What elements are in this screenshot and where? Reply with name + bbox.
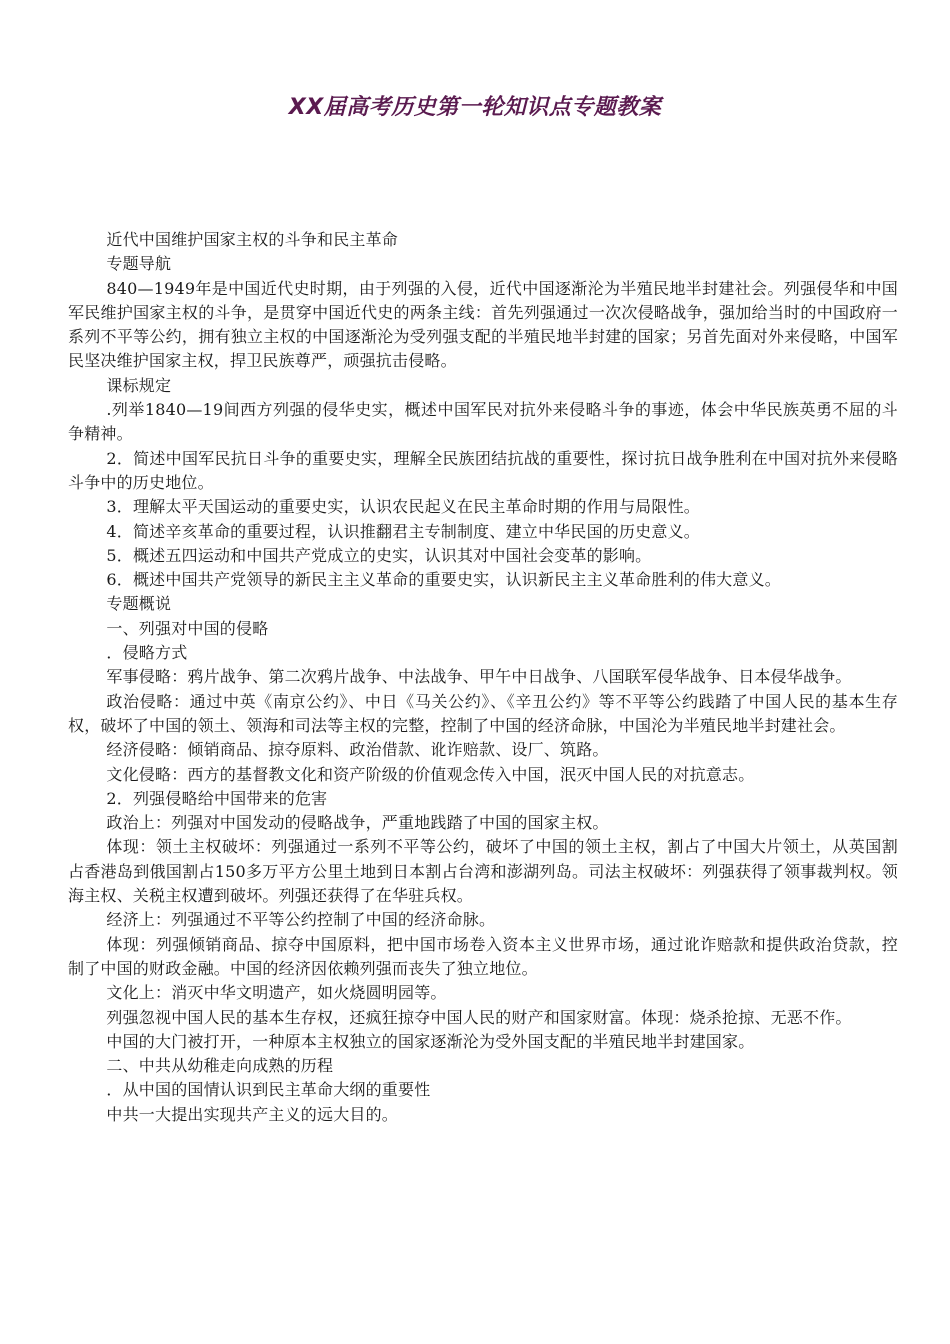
subsection-heading: 2．列强侵略给中国带来的危害	[106, 788, 328, 808]
paragraph: 政治侵略：通过中英《南京公约》、中日《马关公约》、《辛丑公约》等不平等公约践踏了中国人民的基本生存权，破坏了中国的领土、领海和司法等主权的完整，控制了中国的经济命脉，中国沦为半殖民地半封建社会。	[68, 691, 898, 735]
list-item: 2．简述中国军民抗日斗争的重要史实，理解全民族团结抗战的重要性，探讨抗日战争胜利在中国对抗外来侵略斗争中的历史地位。	[68, 448, 898, 492]
paragraph: 经济侵略：倾销商品、掠夺原料、政治借款、讹诈赔款、设厂、筑路。	[106, 740, 609, 760]
paragraph: 列强忽视中国人民的基本生存权，还疯狂掠夺中国人民的财产和国家财富。体现：烧杀抢掠、无恶不作。	[106, 1007, 852, 1027]
list-item: 4．简述辛亥革命的重要过程，认识推翻君主专制制度、建立中华民国的历史意义。	[106, 521, 700, 541]
paragraph: 中国的大门被打开，一种原本主权独立的国家逐渐沦为受外国支配的半殖民地半封建国家。	[106, 1031, 755, 1051]
list-item: 6．概述中国共产党领导的新民主主义革命的重要史实，认识新民主主义革命胜利的伟大意义。	[106, 570, 781, 590]
paragraph: 政治上：列强对中国发动的侵略战争，严重地践踏了中国的国家主权。	[106, 813, 609, 833]
subsection-heading: 二、中共从幼稚走向成熟的历程	[106, 1056, 334, 1076]
list-item: 5．概述五四运动和中国共产党成立的史实，认识其对中国社会变革的影响。	[106, 545, 652, 565]
paragraph: 840—1949年是中国近代史时期，由于列强的入侵，近代中国逐渐沦为半殖民地半封建社会。列强侵华和中国军民维护国家主权的斗争，是贯穿中国近代史的两条主线：首先列强通过一次次侵略战争，强加给当时的中国政府一系列不平等公约，拥有独立主权的中国逐渐沦为受列强支配的半殖民地半封建的国家；另首先面对外来侵略，中国军民坚决维护国家主权，捍卫民族尊严，顽强抗击侵略。	[68, 278, 898, 371]
subsection-heading: ．从中国的国情认识到民主革命大纲的重要性	[106, 1080, 431, 1100]
topic-heading: 近代中国维护国家主权的斗争和民主革命	[106, 230, 398, 249]
paragraph: 文化上：消灭中华文明遗产，如火烧圆明园等。	[106, 983, 447, 1003]
section-heading-navigation: 专题导航	[106, 254, 172, 274]
document-title: XX届高考历史第一轮知识点专题教案	[288, 95, 662, 120]
paragraph: 文化侵略：西方的基督教文化和资产阶级的价值观念传入中国，泯灭中国人民的对抗意志。	[106, 764, 755, 784]
list-item: .列举1840—19间西方列强的侵华史实，概述中国军民对抗外来侵略斗争的事迹，体会中华民族英勇不屈的斗争精神。	[68, 400, 898, 444]
paragraph: 体现：领土主权破坏：列强通过一系列不平等公约，破坏了中国的领土主权，割占了中国大片领土，从英国割占香港岛到俄国割占150多万平方公里土地到日本割占台湾和澎湖列岛。司法主权破坏：列强获得了领事裁判权。领海主权、关税主权遭到破坏。列强还获得了在华驻兵权。	[68, 837, 898, 906]
section-heading-overview: 专题概说	[106, 594, 172, 614]
document-body	[68, 228, 898, 1127]
paragraph: 军事侵略：鸦片战争、第二次鸦片战争、中法战争、甲午中日战争、八国联军侵华战争、日本侵华战争。	[106, 667, 852, 687]
subsection-heading: ．侵略方式	[106, 643, 188, 663]
paragraph: 体现：列强倾销商品、掠夺中国原料，把中国市场卷入资本主义世界市场，通过讹诈赔款和提供政治贷款，控制了中国的财政金融。中国的经济因依赖列强而丧失了独立地位。	[68, 934, 898, 978]
subsection-heading: 一、列强对中国的侵略	[106, 618, 269, 638]
paragraph: 经济上：列强通过不平等公约控制了中国的经济命脉。	[106, 910, 496, 930]
list-item: 3．理解太平天国运动的重要史实，认识农民起义在民主革命时期的作用与局限性。	[106, 497, 700, 517]
paragraph: 中共一大提出实现共产主义的远大目的。	[106, 1104, 398, 1124]
section-heading-curriculum: 课标规定	[106, 375, 172, 395]
